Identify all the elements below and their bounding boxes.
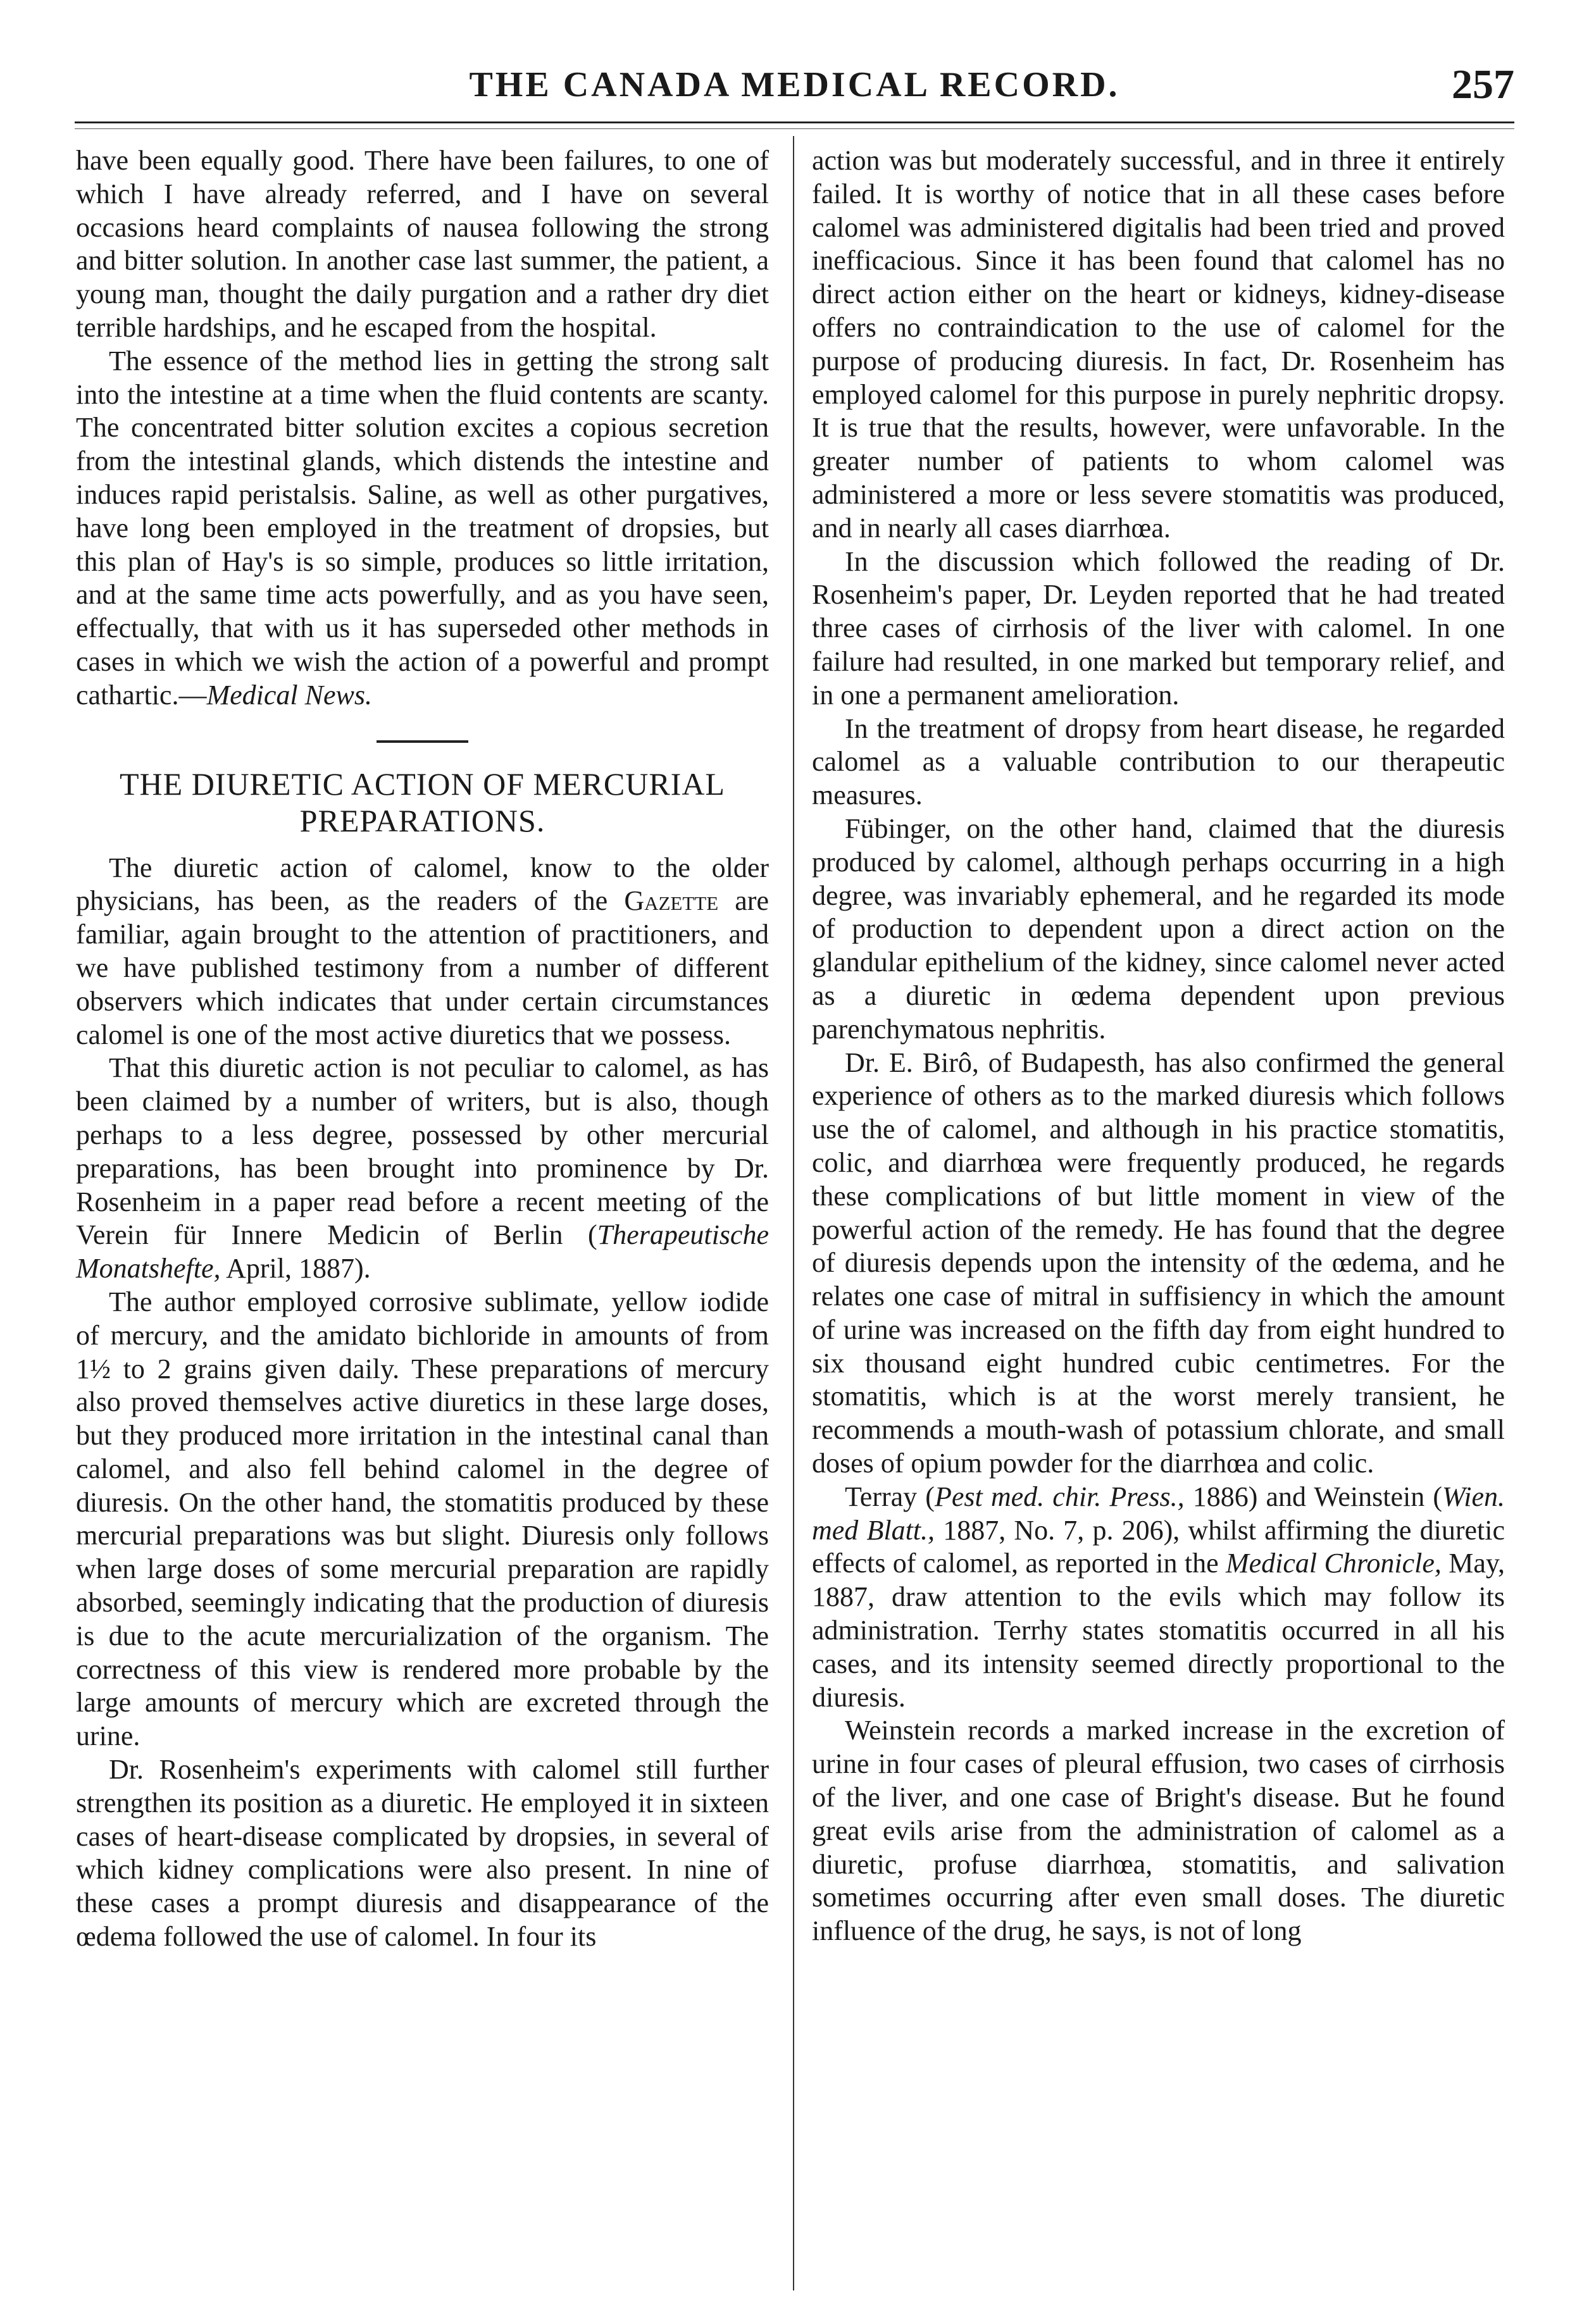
paragraph: Fübinger, on the other hand, claimed that the diuresis produced by calomel, although perhaps occurring in a high degree, was invariably ephemeral, and he regarded its mode of production to dependent upon a direct action on the glandular epithelium of the kidney, since calomel never acted as a diuretic in œdema dependent upon previous parenchymatous nephritis. bbox=[812, 812, 1505, 1045]
paragraph-text: 1887, No. 7, p. 206), whilst affirming the diuretic effects of calomel, as reported in the bbox=[812, 1514, 1505, 1579]
header-rule-thin bbox=[75, 128, 1514, 129]
section-separator bbox=[377, 740, 468, 743]
paragraph-text: are familiar, again brought to the attention of practitioners, and we have published testimony from a number of different observers which indicates that under certain circumstances calomel is one of the most active diuretics that we possess. bbox=[76, 885, 769, 1050]
paragraph-text: The essence of the method lies in getting the strong salt into the intestine at a time when the fluid contents are scanty. The concentrated bitter solution excites a copious secretion from the intestinal glands, which distends the intestine and induces rapid peristalsis. Saline, as well as other purgatives, have long been employed in the treatment of dropsies, but this plan of Hay's is so simple, produces so little irritation, and at the same time acts powerfully, and as you have seen, effectually, that with us it has superseded other methods in cases in which we wish the action of a powerful and prompt cathartic.— bbox=[76, 345, 769, 711]
paragraph bbox=[76, 1052, 769, 1286]
paragraph-text: 1886) and Weinstein ( bbox=[1184, 1481, 1443, 1512]
paragraph-text: Terray ( bbox=[845, 1481, 935, 1512]
column-divider bbox=[793, 136, 794, 2290]
paragraph: The author employed corrosive sublimate, yellow iodide of mercury, and the amidato bichloride in amounts of from 1½ to 2 grains given daily. These preparations of mercury also proved themselves active diuretics in these large doses, but they produced more irritation in the intestinal canal than calomel, and also fell behind calomel in the degree of diuresis. On the other hand, the stomatitis produced by these mercurial preparations was but slight. Diuresis only follows when large doses of some mercurial preparation are rapidly absorbed, seemingly indicating that the production of diuresis is due to the acute mercurialization of the organism. The correctness of this view is rendered more probable by the large amounts of mercury which are excreted through the urine. bbox=[76, 1286, 769, 1752]
paragraph: In the discussion which followed the reading of Dr. Rosenheim's paper, Dr. Leyden reported that he had treated three cases of cirrhosis of the liver with calomel. In one failure had resulted, in one marked but temporary relief, and in one a permanent amelioration. bbox=[812, 545, 1505, 711]
page-number: 257 bbox=[1452, 61, 1514, 108]
paragraph bbox=[76, 345, 769, 712]
journal-citation: Wien. med Blatt., bbox=[812, 1481, 1505, 1546]
journal-citation: Therapeutische Monatshefte, bbox=[76, 1219, 769, 1284]
gazette-name: Gazette bbox=[624, 885, 719, 917]
left-column bbox=[76, 144, 769, 1954]
journal-title: THE CANADA MEDICAL RECORD. bbox=[469, 65, 1120, 104]
paragraph: In the treatment of dropsy from heart disease, he regarded calomel as a valuable contribution to our therapeutic measures. bbox=[812, 712, 1505, 811]
paragraph bbox=[76, 852, 769, 1052]
paragraph bbox=[812, 1481, 1505, 1715]
paragraph: have been equally good. There have been failures, to one of which I have already referred, and I have on several occasions heard complaints of nausea following the strong and bitter solution. In another case last summer, the patient, a young man, thought the daily purgation and a rather dry diet terrible hardships, and he escaped from the hospital. bbox=[76, 145, 769, 343]
paragraph: Weinstein records a marked increase in the excretion of urine in four cases of pleural effusion, two cases of cirrhosis of the liver, and one case of Bright's disease. But he found great evils arise from the administration of calomel as a diuretic, profuse diarrhœa, stomatitis, and salivation sometimes occurring after even small doses. The diuretic influence of the drug, he says, is not of long bbox=[812, 1715, 1505, 1947]
paragraph-text: The diuretic action of calomel, know to the older physicians, has been, as the readers of the bbox=[76, 852, 769, 917]
paragraph-text: April, 1887). bbox=[220, 1253, 371, 1284]
running-header bbox=[75, 61, 1514, 111]
right-column bbox=[812, 144, 1505, 1948]
paragraph: Dr. Rosenheim's experiments with calomel still further strengthen its position as a diuretic. He employed it in sixteen cases of heart-disease complicated by dropsies, in several of which kidney complications were also present. In nine of these cases a prompt diuresis and disappearance of the œdema followed the use of calomel. In four its bbox=[76, 1754, 769, 1953]
journal-citation: Medical Chronicle, bbox=[1226, 1548, 1442, 1579]
article-heading: THE DIURETIC ACTION OF MERCURIAL PREPARATIONS. bbox=[120, 766, 725, 838]
paragraph: action was but moderately successful, and in three it entirely failed. It is worthy of notice that in all these cases before calomel was administered digitalis had been tried and proved inefficacious. Since it has been found that calomel has no direct action either on the heart or kidneys, kidney-disease offers no contraindication to the use of calomel for the purpose of producing diuresis. In fact, Dr. Rosenheim has employed calomel for this purpose in purely nephritic dropsy. It is true that the results, however, were unfavorable. In the greater number of patients to whom calomel was administered a more or less severe stomatitis was produced, and in nearly all cases diarrhœa. bbox=[812, 145, 1505, 544]
paragraph-text: That this diuretic action is not peculiar to calomel, as has been claimed by a number of writers, but is also, though perhaps to a less degree, possessed by other mercurial preparations, has been brought into prominence by Dr. Rosenheim in a paper read before a recent meeting of the Verein für Innere Medicin of Berlin ( bbox=[76, 1052, 769, 1251]
paragraph: Dr. E. Birô, of Budapesth, has also confirmed the general experience of others as to the marked diuresis which follows use the of calomel, and although in his practice stomatitis, colic, and diarrhœa were frequently produced, he regards these complications of but little moment in view of the powerful action of the remedy. He has found that the degree of diuresis depends upon the intensity of the œdema, and he relates one case of mitral in suffisiency in which the amount of urine was increased on the fifth day from eight hundred to six thousand eight hundred cubic centimetres. For the stomatitis, which is at the worst merely transient, he recommends a mouth-wash of potassium chlorate, and small doses of opium powder for the diarrhœa and colic. bbox=[812, 1047, 1505, 1479]
header-rule bbox=[75, 121, 1514, 123]
journal-citation: Pest med. chir. Press., bbox=[934, 1481, 1185, 1512]
paragraph-text: May, 1887, draw attention to the evils which may follow its administration. Terrhy states stomatitis occurred in all his cases, and its intensity seemed directly proportional to the diuresis. bbox=[812, 1548, 1505, 1713]
source-citation: Medical News. bbox=[206, 679, 372, 711]
